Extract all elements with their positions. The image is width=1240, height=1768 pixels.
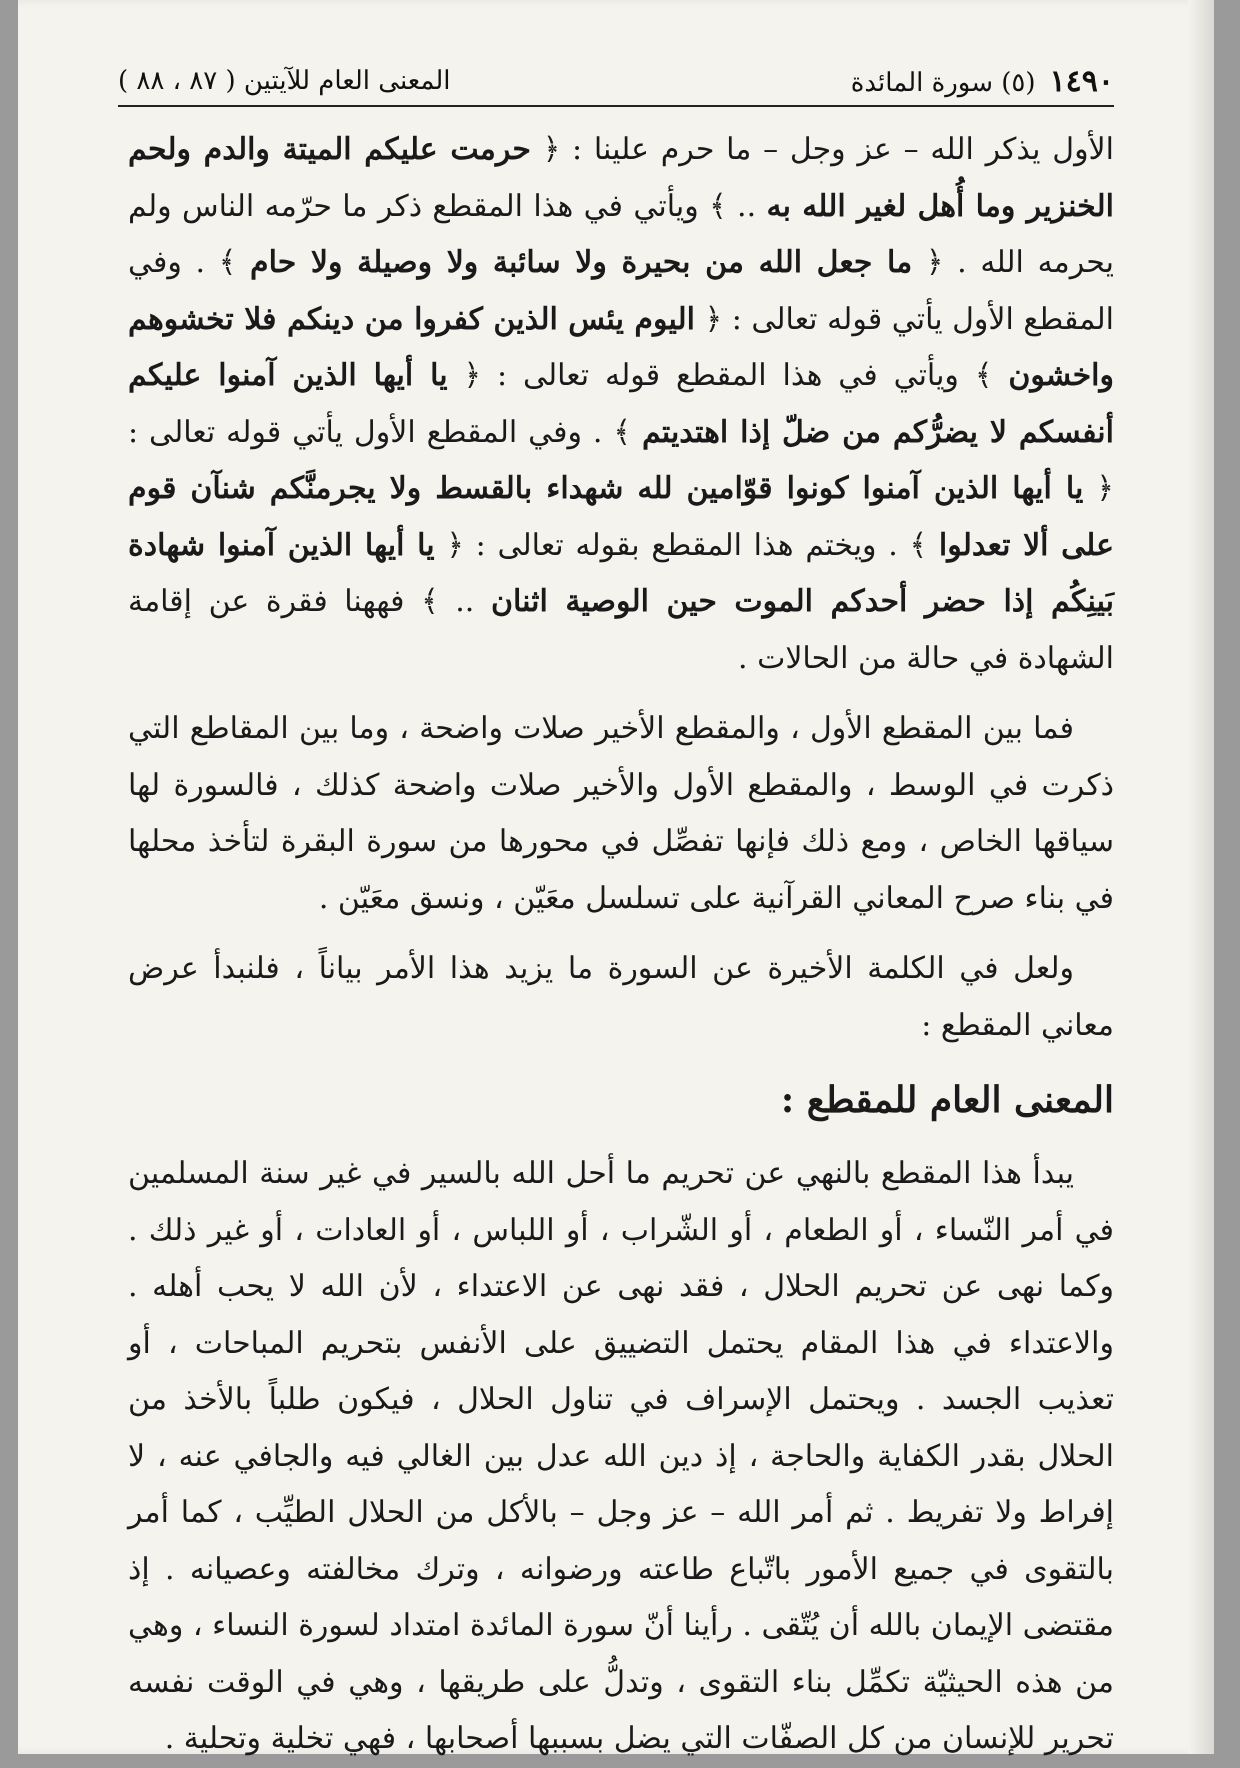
text-segment: ﴾ . وفي المقطع الأول يأتي قوله تعالى : ﴿	[128, 414, 1114, 506]
spacer	[128, 1132, 1114, 1146]
quran-quote: يا أيها الذين آمنوا كونوا قوّامين لله شهداء بالقسط ولا يجرمنَّكم شنآن قوم على ألا تعدلوا	[128, 471, 1114, 563]
book-page	[18, 0, 1214, 1754]
header-divider	[118, 105, 1114, 107]
section-heading: المعنى العام للمقطع :	[780, 1079, 1114, 1121]
text-segment: ﴾ ويأتي في هذا المقطع قوله تعالى : ﴿	[447, 358, 1009, 393]
text-segment: .. ﴾ ويأتي في هذا المقطع ذكر ما حرّمه الناس ولم يحرمه الله . ﴿	[128, 188, 1114, 280]
spacer	[128, 687, 1114, 701]
spacer	[128, 1054, 1114, 1068]
spacer	[128, 927, 1114, 941]
text-segment: ﴾ . وفي المقطع الأول يأتي قوله تعالى : ﴿	[128, 245, 1114, 337]
text-segment: .. ﴾ فههنا فقرة عن إقامة الشهادة في حالة من الحالات .	[128, 584, 1114, 676]
topic-label: المعنى العام للآيتين ( ٨٧ ، ٨٨ )	[118, 66, 451, 96]
quran-quote: حرمت عليكم الميتة والدم ولحم الخنزير وما أُهل لغير الله به	[128, 132, 1114, 224]
quran-quote: ما جعل الله من بحيرة ولا سائبة ولا وصيلة ولا حام	[250, 245, 913, 280]
page-number: ١٤٩٠	[1049, 63, 1114, 99]
text-segment: ﴾ . ويختم هذا المقطع بقوله تعالى : ﴿	[434, 527, 939, 563]
page-header	[118, 58, 1114, 104]
quran-quote: اليوم يئس الذين كفروا من دينكم فلا تخشوهم واخشون	[128, 301, 1114, 393]
page-body	[128, 122, 1114, 1768]
paragraph-verses	[128, 122, 1114, 687]
text-segment: الأول يذكر الله – عز وجل – ما حرم علينا : ﴿	[530, 132, 1115, 167]
header-right-group	[851, 64, 1114, 99]
quran-quote: يا أيها الذين آمنوا شهادة بَينِكُم إذا حضر أحدكم الموت حين الوصية اثنان	[128, 527, 1114, 619]
surah-label: (٥) سورة المائدة	[850, 67, 1036, 98]
quran-quote: يا أيها الذين آمنوا عليكم أنفسكم لا يضرُّكم من ضلّ إذا اهتديتم	[128, 358, 1114, 450]
paragraph-intro: ولعل في الكلمة الأخيرة عن السورة ما يزيد هذا الأمر بياناً ، فلنبدأ عرض معاني المقطع :	[128, 951, 1114, 1043]
paragraph-general-meaning: يبدأ هذا المقطع بالنهي عن تحريم ما أحل الله بالسير في غير سنة المسلمين في أمر النّساء ، أو الطعام ، أو الشّراب ، أو اللباس ، أو العادات ، أو غير ذلك . وكما نهى عن تحريم الحلال ، فقد نهى عن الاعتداء ، لأن الله لا يحب أهله . والاعتداء في هذا المقام يحتمل التضييق على الأنفس بتحريم المباحات ، أو تعذيب الجسد . ويحتمل الإسراف في تناول الحلال ، فيكون طلباً بالأخذ من الحلال بقدر الكفاية والحاجة ، إذ دين الله عدل بين الغالي فيه والجافي عنه ، لا إفراط ولا تفريط . ثم أمر الله – عز وجل – بالأكل من الحلال الطيِّب ، كما أمر بالتقوى في جميع الأمور باتّباع طاعته ورضوانه ، وترك مخالفته وعصيانه . إذ مقتضى الإيمان بالله أن يُتّقى . رأينا أنّ سورة المائدة امتداد لسورة النساء ، وهي من هذه الحيثيّة تكمِّل بناء التقوى ، وتدلُّ على طريقها ، وهي في الوقت نفسه تحرير للإنسان من كل الصفّات التي يضل بسببها أصحابها ، فهي تخلية وتحلية .	[128, 1156, 1114, 1756]
paragraph-connections: فما بين المقطع الأول ، والمقطع الأخير صلات واضحة ، وما بين المقاطع التي ذكرت في الوسط ، والمقطع الأول والأخير صلات واضحة كذلك ، فالسورة لها سياقها الخاص ، ومع ذلك فإنها تفصِّل في محورها من سورة البقرة لتأخذ محلها في بناء صرح المعاني القرآنية على تسلسل معَيّن ، ونسق معَيّن .	[128, 711, 1114, 916]
page-edge-shadow	[1188, 0, 1214, 1754]
